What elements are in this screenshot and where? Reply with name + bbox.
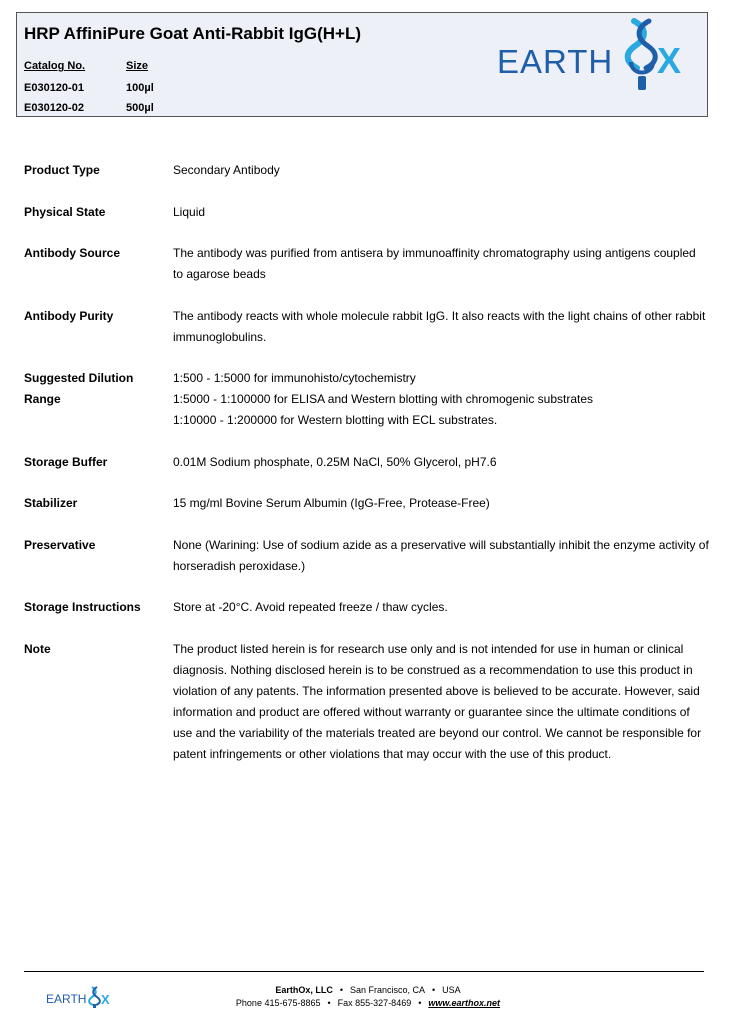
footer-company: EarthOx, LLC: [275, 985, 333, 995]
footer-website-link[interactable]: www.earthox.net: [428, 998, 501, 1008]
label-antibody-source: Antibody Source: [24, 246, 121, 260]
catalog-number: E030120-01: [24, 82, 84, 94]
logo-x: X: [657, 40, 682, 81]
footer-contact: Phone 415-675-8865 • Fax 855-327-8469 • www.earthox.net: [235, 998, 501, 1008]
dna-helix-icon: [628, 21, 656, 90]
product-title: HRP AffiniPure Goat Anti-Rabbit IgG(H+L): [24, 24, 361, 43]
product-header: [16, 12, 708, 117]
catalog-number: E030120-02: [24, 102, 84, 114]
label-storage-instructions: Storage Instructions: [24, 600, 141, 614]
earthox-logo: [497, 16, 697, 96]
catalog-column-header: Catalog No.: [24, 60, 86, 72]
footer-logo-x: X: [101, 992, 110, 1007]
footer-address: EarthOx, LLC • San Francisco, CA • USA: [275, 985, 461, 995]
value-stabilizer: 15 mg/ml Bovine Serum Albumin (IgG-Free, Protease-Free): [173, 496, 490, 510]
value-antibody-source: The antibody was purified from antisera by immunoaffinity chromatography using antigens coupled to agarose beads: [173, 246, 696, 281]
footer-divider: [24, 971, 704, 972]
size-column-header: Size: [126, 60, 149, 72]
label-storage-buffer: Storage Buffer: [24, 455, 108, 469]
value-preservative: None (Warining: Use of sodium azide as a preservative will substantially inhibit the enzyme activity of horseradish peroxidase.): [173, 538, 709, 573]
size-value: 500µl: [126, 102, 154, 114]
logo-text: EARTH: [497, 43, 614, 80]
label-preservative: Preservative: [24, 538, 96, 552]
label-stabilizer: Stabilizer: [24, 496, 78, 510]
label-physical-state: Physical State: [24, 205, 106, 219]
value-antibody-purity: The antibody reacts with whole molecule rabbit IgG. It also reacts with the light chains of other rabbit immunoglobulins.: [173, 309, 706, 344]
label-suggested-dilution: Suggested Dilution Range: [24, 371, 134, 406]
label-product-type: Product Type: [24, 163, 100, 177]
value-product-type: Secondary Antibody: [173, 163, 280, 177]
label-antibody-purity: Antibody Purity: [24, 309, 114, 323]
footer-logo-text: EARTH: [46, 992, 87, 1006]
value-storage-instructions: Store at -20°C. Avoid repeated freeze / thaw cycles.: [173, 600, 448, 614]
value-physical-state: Liquid: [173, 205, 206, 219]
footer-fax: Fax 855-327-8469: [337, 998, 412, 1008]
value-note: The product listed herein is for research use only and is not intended for use in human or clinical diagnosis. Nothing disclosed herein is to be construed as a recommendation to use this product in violation of any patents. The information presented above is believed to be accurate. However, said information and product are offered without warranty or guarantee since the ultimate conditions of use and the variability of the materials treated are beyond our control. We cannot be responsible for patent infringements or other violations that may occur with the use of this product.: [173, 642, 702, 761]
label-note: Note: [24, 642, 51, 656]
footer-country: USA: [442, 985, 461, 995]
value-suggested-dilution: 1:500 - 1:5000 for immunohisto/cytochemistry 1:5000 - 1:100000 for ELISA and Western blotting with chromogenic substrates 1:10000 - 1:200000 for Western blotting with ECL substrates.: [173, 371, 594, 427]
value-storage-buffer: 0.01M Sodium phosphate, 0.25M NaCl, 50% Glycerol, pH7.6: [173, 455, 497, 469]
footer-phone: Phone 415-675-8865: [235, 998, 321, 1008]
size-value: 100µl: [126, 82, 154, 94]
footer-city: San Francisco, CA: [349, 985, 426, 995]
